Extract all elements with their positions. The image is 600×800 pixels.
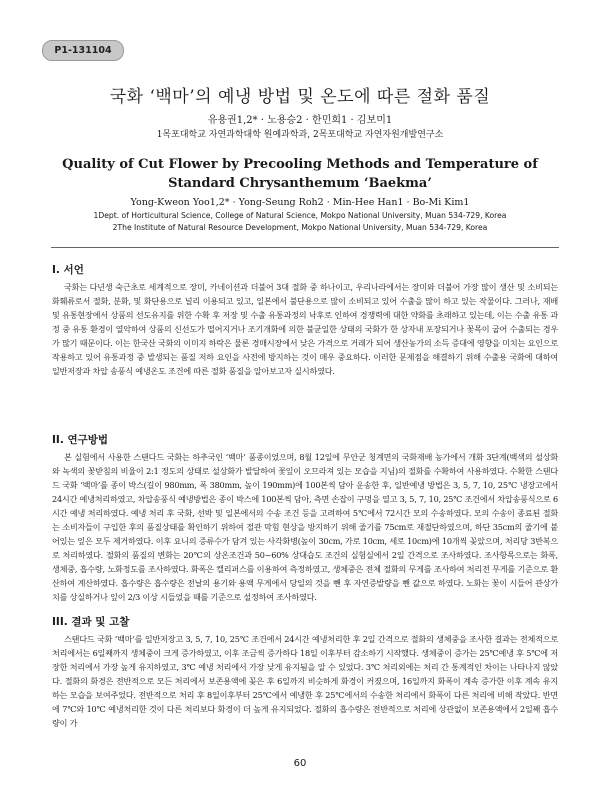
english-title-line-2: Standard Chrysanthemum ‘Baekma’ bbox=[168, 176, 432, 191]
intro-paragraph: 국화는 다년생 숙근초로 세계적으로 장미, 카네이션과 더불어 3대 절화 중 하나이고, 우리나라에서는 장미와 더불어 가장 많이 생산 및 소비되는 화훼류로서 절화, 분화, 및 화단용으로 널리 이용되고 있고, 일본에서 불단용으로 많이 소비되고 있어 수출을 많이 하고 있는 작물이다. 그러나, 재배 및 유통현장에서 상품의 선도유지를 위한 수확 후 저장 및 수출 유통과정의 낙후로 인하여 경쟁력에 대한 약화를 초래하고 있는데, 이는 수출 유통 과정 중 유통 환경이 열악하여 상품의 신선도가 떨어지거나 조기개화에 의한 불균일한 상태의 국화가 한 상자내 포장되거나 꽃목이 굽어 수출되는 경우가 많기 때문이다. 이는 한국산 국화의 이미지 하락은 물론 경매시장에서 낮은 가격으로 거래가 되어 생산농가의 소득 증대에 영향을 미치는 요인으로 작용하고 있어 유통과정 중 발생되는 품질 저하 요인을 사전에 방지하는 것이 매우 중요하다. 이러한 문제점을 해결하기 위해 수출용 국화에 대하여 일반저장과 차압 송풍식 예냉온도 조건에 따른 절화 품질을 알아보고자 실시하였다. bbox=[52, 282, 558, 376]
results-paragraph: 스탠다드 국화 ‘백마’를 일반저장고 3, 5, 7, 10, 25℃ 조건에서 24시간 예냉처리한 후 2일 간격으로 절화의 생체중을 조사한 결과는 전체적으로 처리에서는 6일째까지 생체중이 크게 증가하였고, 이후 조금씩 증가하다 18일 이후부터 감소하기 시작했다. 생체중이 증가는 25℃예냉 후 5℃에 저장한 처리에서 가장 높게 유지하였고, 3℃ 예냉 처리에서 가장 낮게 유지됨을 알 수 있었다. 3℃ 처리외에는 처리 간 통계적인 차이는 나타나지 않았다. 절화의 화경은 전반적으로 모든 처리에서 보존용액에 꽂은 후 6일까지 비슷하게 화경이 커졌으며, 16일까지 화폭이 계속 증가한 이후 계속 유지하는 모습을 보여주었다. 전반적으로 처리 후 8일이후부터 25℃에서 예냉한 후 25℃에서의 수송한 처리에서 화폭이 다른 처리에 비해 작았다. 반면에 7℃와 10℃ 예냉처리한 것이 다른 처리보다 화경이 더 높게 유지되었다. 절화의 흡수량은 전반적으로 처리에 상관없이 보존용액에서 2일째 흡수량이 가 bbox=[52, 634, 558, 728]
paper-id-badge: P1-131104 bbox=[42, 40, 124, 61]
english-affiliation-2: 2The Institute of Natural Resource Development, Mokpo National University, Muan 534-729, Korea bbox=[112, 223, 488, 232]
english-affiliation-1: 1Dept. of Horticultural Science, College of Natural Science, Mokpo National University, Muan 534-729, Korea bbox=[93, 211, 507, 220]
english-affiliation bbox=[0, 210, 600, 234]
methods-heading: II. 연구방법 bbox=[52, 434, 109, 446]
intro-heading: I. 서언 bbox=[52, 264, 84, 276]
results-heading: III. 결과 및 고찰 bbox=[52, 616, 130, 628]
korean-title: 국화 ‘백마’의 예냉 방법 및 온도에 따른 절화 품질 bbox=[109, 87, 491, 107]
methods-paragraph: 본 실험에서 사용한 스탠다드 국화는 하추국인 ‘백마’ 품종이었으며, 8월 12일에 무안군 청계면의 국화재배 농가에서 개화 3단계(백색의 설상화와 녹색의 꽃받침의 비율이 2:1 정도의 상태로 설상화가 발달하여 꽃잎이 오므라져 있는 모습을 지님)의 절화를 수확하여 사용하였다. 수확한 스탠다드 국화 ‘백마’를 종이 박스(길이 980mm, 폭 380mm, 높이 190mm)에 100본씩 담아 운송한 후, 일반예냉 방법은 3, 5, 7, 10, 25℃ 냉장고에서 24시간 예냉처리하였고, 차압송풍식 예냉방법은 종이 박스에 100본씩 담아, 측면 손잡이 구멍을 열고 3, 5, 7, 10, 25℃ 조건에서 차압송풍식으로 6시간 예냉 처리하였다. 예냉 처리 후 국화, 선박 및 일본에서의 수송 조건 등을 고려하여 5℃에서 72시간 모의 수송하였다. 모의 수송이 종료된 절화는 소비자들이 구입한 후의 품질상태를 확인하기 위하여 절관 막힘 현상을 방지하기 위해 줄기를 75cm로 재절단하였으며, 하단 35cm의 줄기에 붙어있는 잎은 모두 제거하였다. 이후 요니의 증류수가 담겨 있는 사각화병(높이 30cm, 가로 10cm, 세로 10cm)에 10개씩 꽂았으며, 처리당 3반복으로 처리하였다. 절화의 품질의 변화는 20℃의 상온조건과 50~60% 상대습도 조건의 실험실에서 2일 간격으로 조사하였다. 조사항목으로는 화폭, 생체중, 흡수량, 노화정도를 조사하였다. 화폭은 캘리퍼스를 이용하여 측정하였고, 생체중은 전체 절화의 무게를 조사하여 처리전 무게를 기준으로 환산하여 계산하였다. 흡수량은 흡수량은 전날의 용기와 용액 무게에서 당일의 것을 뺀 후 자연증발량을 뺀 값으로 하였다. 노화는 꽃이 시들어 관상가치를 상실하거나 잎이 2/3 이상 시들었을 때를 기준으로 설정하여 조사하였다. bbox=[52, 452, 558, 602]
english-title bbox=[0, 155, 600, 193]
header-divider bbox=[51, 247, 559, 248]
english-title-line-1: Quality of Cut Flower by Precooling Methods and Temperature of bbox=[62, 157, 538, 172]
page-number: 60 bbox=[293, 758, 307, 769]
korean-authors: 유용권1,2* · 노용승2 · 한민희1 · 김보미1 bbox=[207, 115, 393, 126]
korean-affiliation: 1목포대학교 자연과학대학 원예과학과, 2목포대학교 자연자원개발연구소 bbox=[156, 130, 444, 140]
english-authors: Yong-Kweon Yoo1,2* · Yong-Seung Roh2 · Min-Hee Han1 · Bo-Mi Kim1 bbox=[130, 197, 470, 208]
